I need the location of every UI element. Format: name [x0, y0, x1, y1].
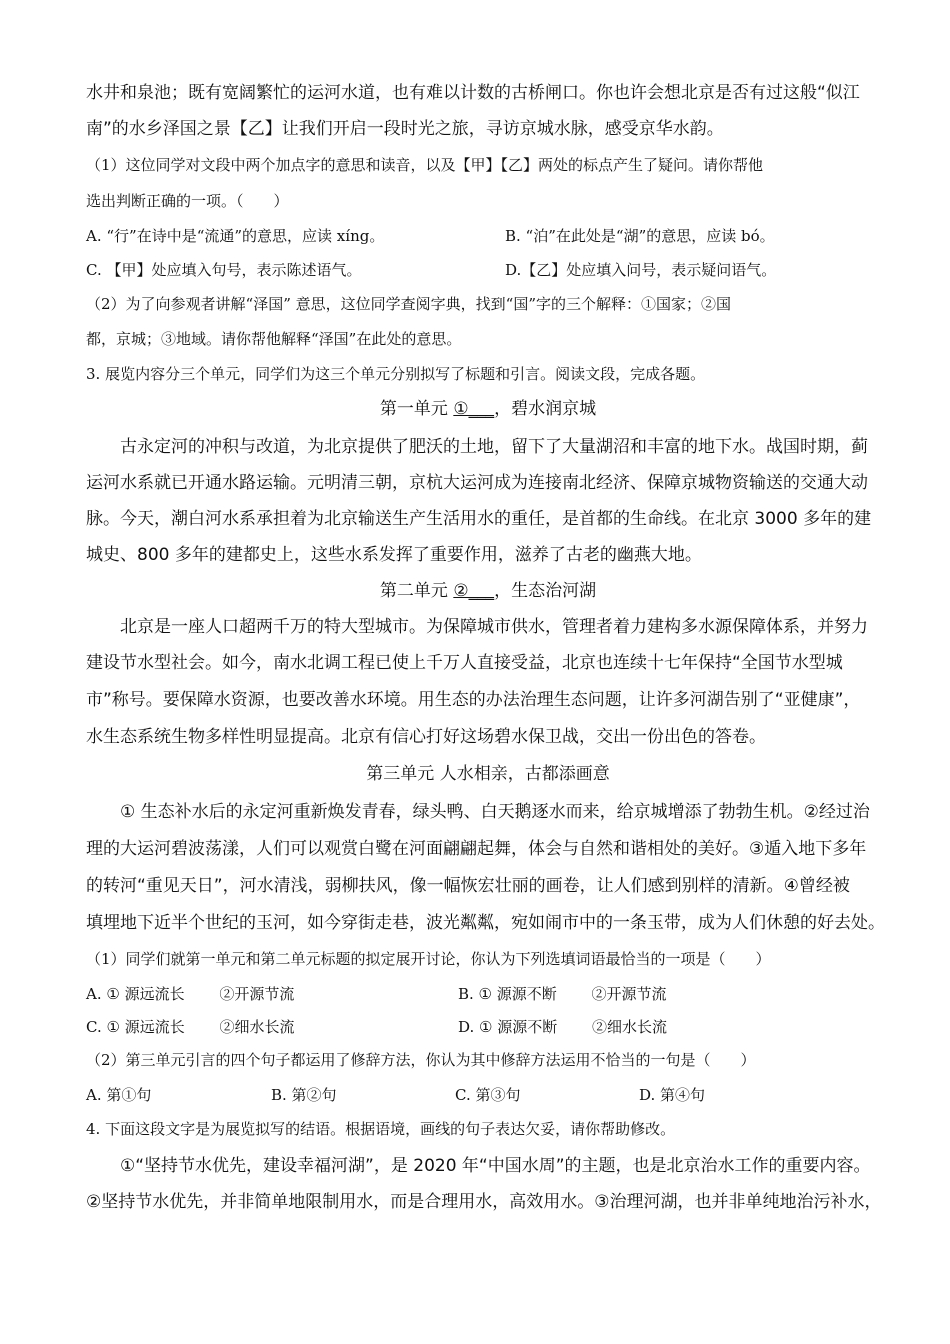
- q3-sub1-option-d[interactable]: D. ① 源源不断 ②细水长流: [458, 1018, 668, 1036]
- unit1-title: [86, 398, 890, 420]
- unit1-paragraph-line-4: 城史、800 多年的建都史上，这些水系发挥了重要作用，滋养了古老的幽燕大地。: [86, 545, 702, 565]
- unit2-paragraph-line-1: 北京是一座人口超两千万的特大型城市。为保障城市供水，管理者着力建构多水源保障体系，并努力: [120, 617, 868, 637]
- unit2-paragraph-line-3: 市”称号。要保障水资源，也要改善水环境。用生态的办法治理生态问题，让许多河湖告别了“亚健康”，: [86, 690, 861, 710]
- q4-paragraph-line-2: ②坚持节水优先，并非简单地限制用水，而是合理用水，高效用水。③治理河湖，也并非单纯地治污补水，: [86, 1192, 882, 1212]
- unit1-blank: ①___: [453, 399, 495, 419]
- unit3-paragraph-line-1: ① 生态补水后的永定河重新焕发青春，绿头鸭、白天鹅逐水而来，给京城增添了勃勃生机。②经过治: [120, 802, 870, 822]
- unit3-paragraph-line-4: 填埋地下近半个世纪的玉河，如今穿街走巷，波光粼粼，宛如闹市中的一条玉带，成为人们休憩的好去处。: [86, 913, 885, 933]
- unit1-paragraph-line-3: 脉。今天，潮白河水系承担着为北京输送生产生活用水的重任，是首都的生命线。在北京 3000 多年的建: [86, 509, 872, 529]
- unit3-paragraph-line-2: 理的大运河碧波荡漾，人们可以观赏白鹭在河面翩翩起舞，体会与自然和谐相处的美好。③遁入地下多年: [86, 839, 867, 859]
- q2-option-d[interactable]: D.【乙】处应填入问号，表示疑问语气。: [505, 261, 777, 279]
- unit2-paragraph-line-4: 水生态系统生物多样性明显提高。北京有信心打好这场碧水保卫战，交出一份出色的答卷。: [86, 727, 766, 747]
- q3-sub1: （1）同学们就第一单元和第二单元标题的拟定展开讨论，你认为下列选填词语最恰当的一项是（ ）: [86, 950, 771, 968]
- unit2-title-b: ，生态治河湖: [494, 581, 597, 601]
- q4-stem: 4. 下面这段文字是为展览拟写的结语。根据语境，画线的句子表达欠妥，请你帮助修改。: [86, 1120, 676, 1138]
- unit1-title-a: 第一单元: [379, 399, 454, 419]
- q3-stem: 3. 展览内容分三个单元，同学们为这三个单元分别拟写了标题和引言。阅读文段，完成各题。: [86, 365, 706, 383]
- q3-sub1-option-b[interactable]: B. ① 源源不断 ②开源节流: [458, 985, 667, 1003]
- q3-sub1-option-c[interactable]: C. ① 源远流长 ②细水长流: [86, 1018, 295, 1036]
- q3-sub1-option-a[interactable]: A. ① 源远流长 ②开源节流: [86, 985, 295, 1003]
- q2-sub2-line-2: 都，京城；③地域。请你帮他解释“泽国”在此处的意思。: [86, 330, 462, 348]
- q3-sub2-option-c[interactable]: C. 第③句: [455, 1086, 521, 1104]
- q2-sub1-line-2: 选出判断正确的一项。（ ）: [86, 192, 289, 210]
- q3-sub2-option-a[interactable]: A. 第①句: [86, 1086, 152, 1104]
- q2-option-c[interactable]: C. 【甲】处应填入句号，表示陈述语气。: [86, 261, 362, 279]
- q3-sub2-option-b[interactable]: B. 第②句: [271, 1086, 337, 1104]
- unit2-title-a: 第二单元: [379, 581, 454, 601]
- unit2-title: [86, 580, 890, 602]
- unit2-blank: ②___: [453, 581, 495, 601]
- q2-sub1-line-1: （1）这位同学对文段中两个加点字的意思和读音，以及【甲】【乙】两处的标点产生了疑问。请你帮他: [86, 156, 764, 174]
- unit2-paragraph-line-2: 建设节水型社会。如今，南水北调工程已使上千万人直接受益，北京也连续十七年保持“全国节水型城: [86, 653, 843, 673]
- unit3-paragraph-line-3: 的转河“重见天日”，河水清浅，弱柳扶风，像一幅恢宏壮丽的画卷，让人们感到别样的清新。④曾经被: [86, 876, 850, 896]
- q2-option-a[interactable]: A. “行”在诗中是“流通”的意思，应读 xíng。: [86, 227, 385, 245]
- intro-line-2: 南”的水乡泽国之景【乙】让我们开启一段时光之旅，寻访京城水脉，感受京华水韵。: [86, 119, 724, 139]
- q4-paragraph-line-1: ①“坚持节水优先，建设幸福河湖”，是 2020 年“中国水周”的主题，也是北京治水工作的重要内容。: [120, 1156, 871, 1176]
- unit3-title: 第三单元 人水相亲，古都添画意: [366, 764, 610, 784]
- unit1-paragraph-line-1: 古永定河的冲积与改道，为北京提供了肥沃的土地，留下了大量湖沼和丰富的地下水。战国时期，蓟: [120, 437, 868, 457]
- q3-sub2-option-d[interactable]: D. 第④句: [639, 1086, 706, 1104]
- q2-sub2-line-1: （2）为了向参观者讲解“泽国” 意思，这位同学查阅字典，找到“国”字的三个解释：①国家；②国: [86, 295, 731, 313]
- intro-line-1: 水井和泉池；既有宽阔繁忙的运河水道，也有难以计数的古桥闸口。你也许会想北京是否有过这般“似江: [86, 83, 860, 103]
- unit1-title-b: ，碧水润京城: [494, 399, 597, 419]
- unit1-paragraph-line-2: 运河水系就已开通水路运输。元明清三朝，京杭大运河成为连接南北经济、保障京城物资输送的交通大动: [86, 473, 868, 493]
- q2-option-b[interactable]: B. “泊”在此处是“湖”的意思，应读 bó。: [505, 227, 775, 245]
- q3-sub2: （2）第三单元引言的四个句子都运用了修辞方法，你认为其中修辞方法运用不恰当的一句是（ ）: [86, 1051, 756, 1069]
